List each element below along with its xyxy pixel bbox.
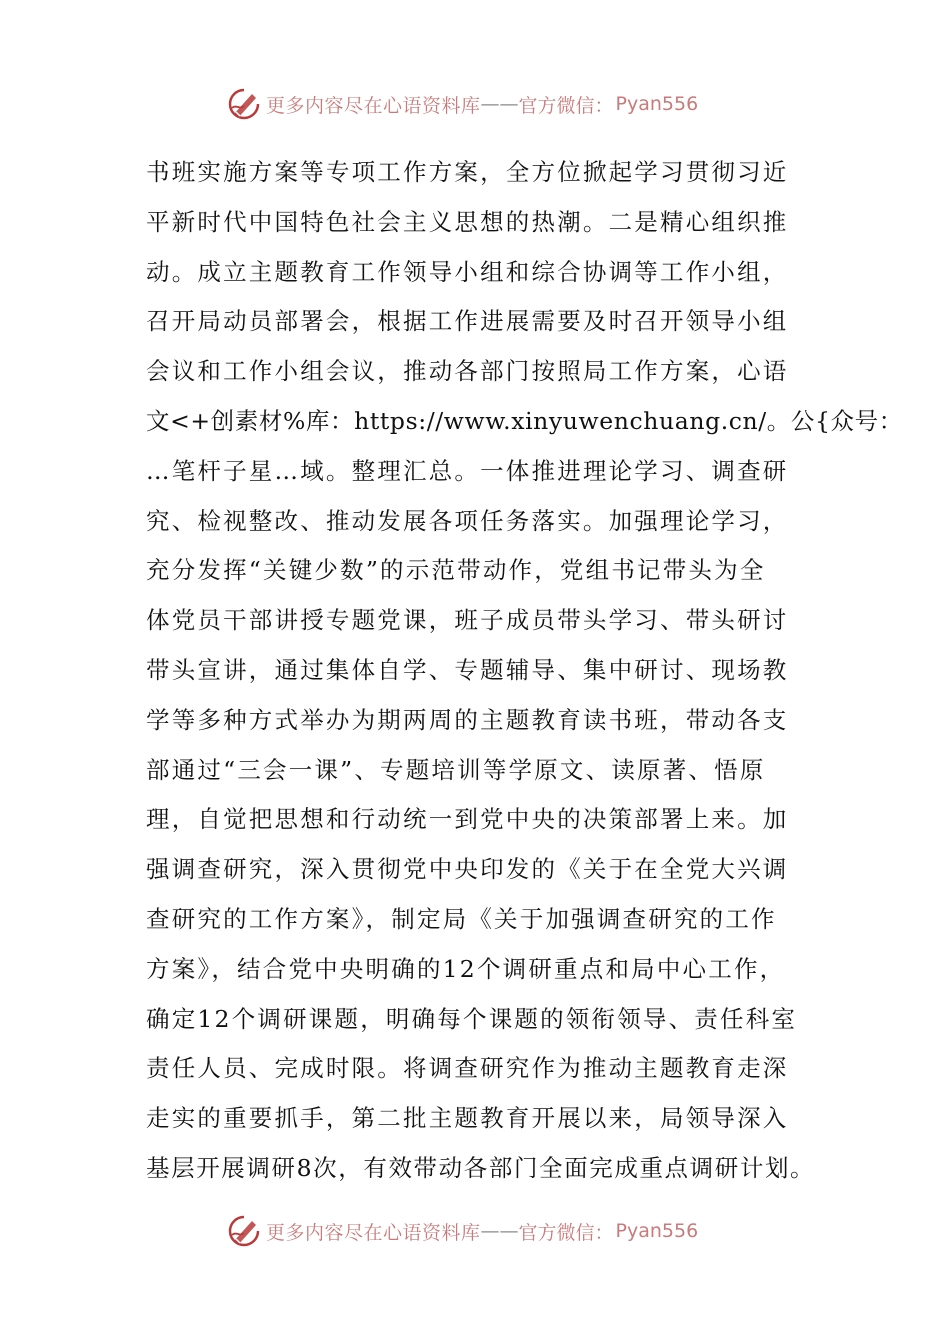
banner-separator: ——	[480, 1220, 519, 1242]
text-line: 理，自觉把思想和行动统一到党中央的决策部署上来。加	[146, 805, 789, 834]
banner-separator: ——	[480, 93, 519, 115]
text-line: 动。成立主题教育工作领导小组和综合协调等工作小组，	[146, 257, 789, 286]
text-line: 部通过“三会一课”、专题培训等学原文、读原著、悟原	[146, 755, 766, 784]
text-line: 基层开展调研8次，有效带动各部门全面完成重点调研计划。	[146, 1153, 816, 1182]
banner-wechat-id: Pyan556	[615, 93, 699, 115]
pen-logo-icon	[226, 1213, 262, 1249]
footer-banner	[226, 1211, 698, 1251]
header-banner	[226, 84, 698, 124]
text-line: 书班实施方案等专项工作方案，全方位掀起学习贯彻习近	[146, 158, 789, 186]
text-line: 查研究的工作方案》，制定局《关于加强调查研究的工作	[146, 904, 777, 933]
text-line: 平新时代中国特色社会主义思想的热潮。二是精心组织推	[146, 207, 789, 236]
text-line: 走实的重要抓手，第二批主题教育开展以来，局领导深入	[146, 1104, 789, 1133]
text-line-url: 文<+创素材%库：https://www.xinyuwenchuang.cn/。公{众号：	[146, 406, 903, 435]
banner-title: 更多内容尽在心语资料库	[266, 94, 481, 117]
text-line: 确定12个调研课题，明确每个课题的领衔领导、责任科室	[146, 1004, 798, 1033]
text-line: 会议和工作小组会议，推动各部门按照局工作方案，心语	[146, 357, 789, 386]
text-line: 究、检视整改、推动发展各项任务落实。加强理论学习，	[146, 506, 789, 535]
text-line: 强调查研究，深入贯彻党中央印发的《关于在全党大兴调	[146, 855, 789, 884]
text-line: 体党员干部讲授专题党课，班子成员带头学习、带头研讨	[146, 606, 789, 635]
text-line: 责任人员、完成时限。将调查研究作为推动主题教育走深	[146, 1054, 789, 1083]
banner-label: 官方微信：	[518, 1221, 614, 1244]
document-body	[146, 148, 903, 1194]
text-line: …笔杆子星…域。整理汇总。一体推进理论学习、调查研	[146, 456, 789, 485]
banner-title: 更多内容尽在心语资料库	[266, 1221, 481, 1244]
banner-label: 官方微信：	[518, 94, 614, 117]
text-line: 方案》，结合党中央明确的12个调研重点和局中心工作，	[146, 954, 786, 983]
banner-wechat-id: Pyan556	[615, 1220, 699, 1242]
text-line: 召开局动员部署会，根据工作进展需要及时召开领导小组	[146, 307, 789, 336]
text-line: 带头宣讲，通过集体自学、专题辅导、集中研讨、现场教	[146, 655, 789, 684]
pen-logo-icon	[226, 86, 262, 122]
text-line: 充分发挥“关键少数”的示范带动作，党组书记带头为全	[146, 556, 766, 585]
text-line: 学等多种方式举办为期两周的主题教育读书班，带动各支	[146, 705, 789, 734]
